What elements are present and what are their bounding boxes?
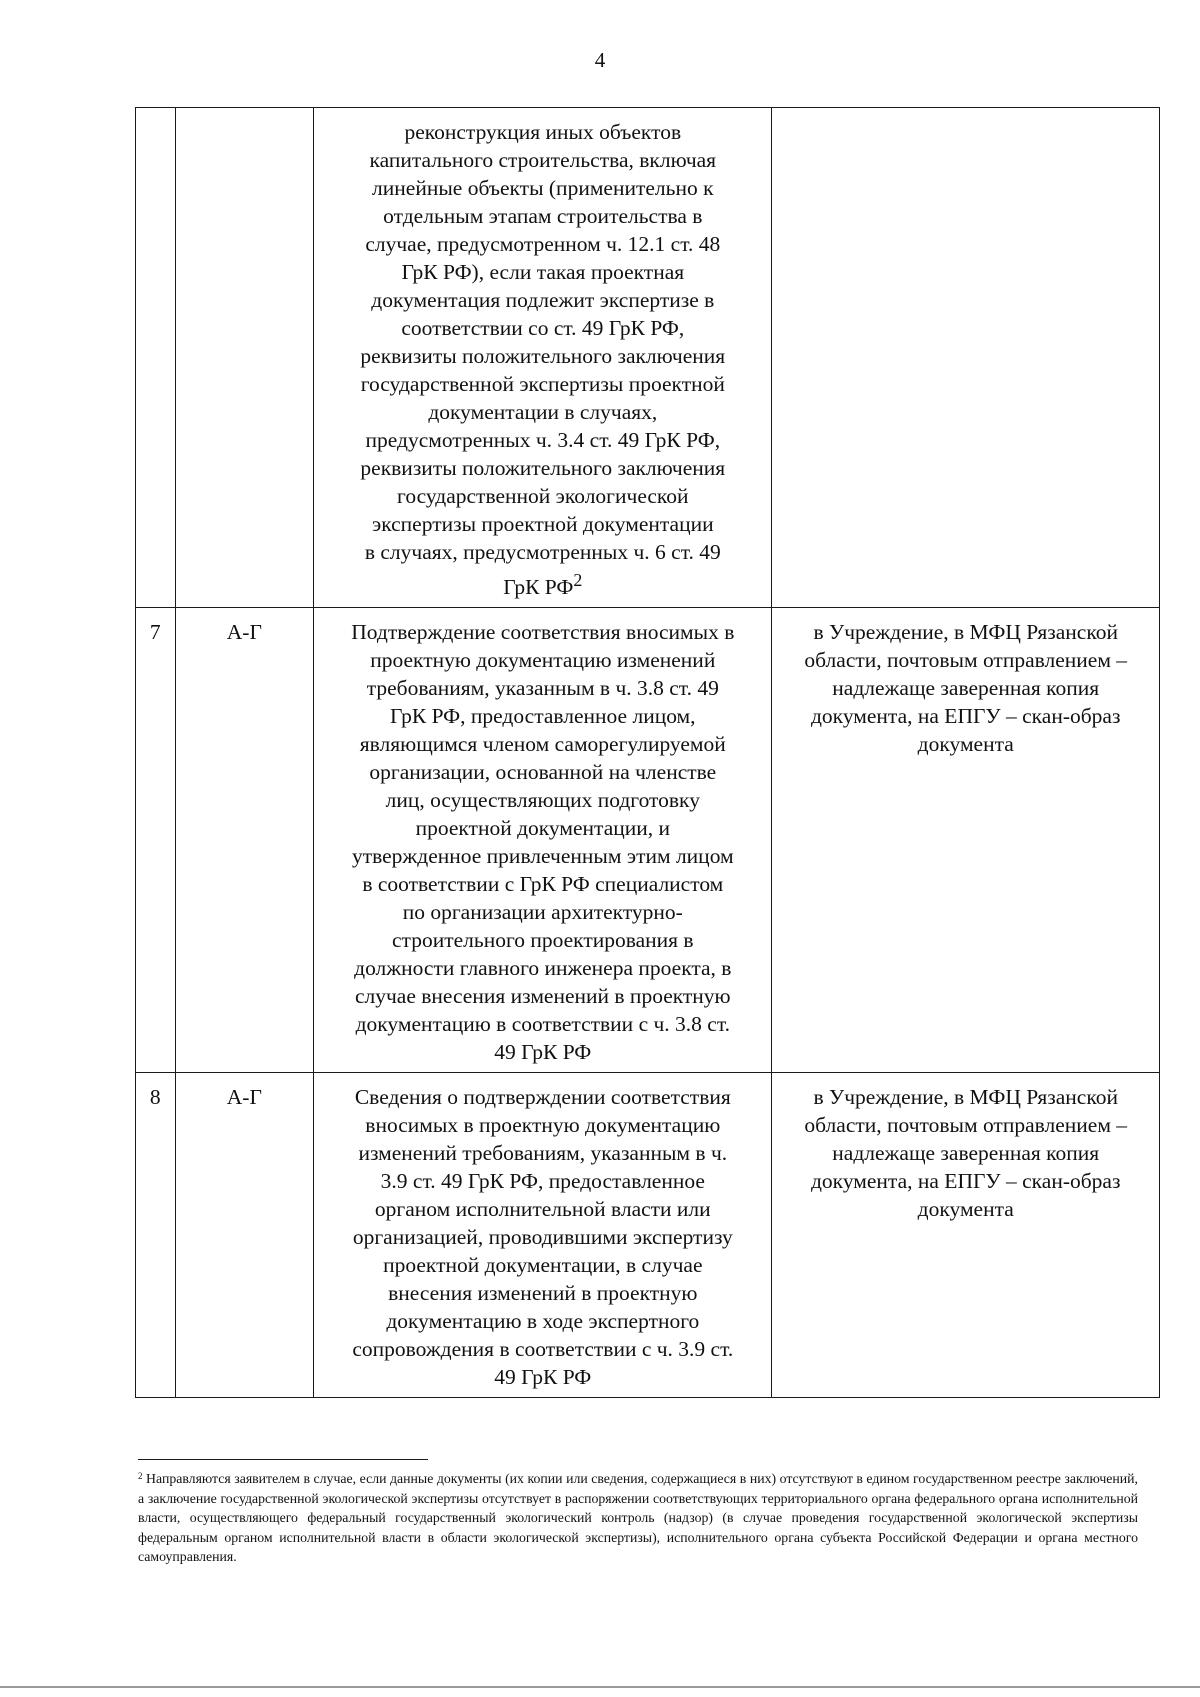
row-submission-cell: в Учреждение, в МФЦ Рязанской области, почтовым отправлением – надлежаще заверенная копия документа, на ЕПГУ – скан-образ документа [772, 608, 1160, 1073]
document-text: реконструкция иных объектов капитального строительства, включая линейные объекты (применительно к отдельным этапам строительства в случае, предусмотренном ч. 12.1 ст. 48 ГрК РФ), если такая проектная документация подлежит экспертизе в соответствии со ст. 49 ГрК РФ, реквизиты положительного заключения государственной экспертизы проектной документации в случаях, предусмотренных ч. 3.4 ст. 49 ГрК РФ, реквизиты положительного заключения государственной экологической экспертизы проектной документации в случаях, предусмотренных ч. 6 ст. 49 ГрК РФ [360, 120, 726, 600]
documents-table [135, 107, 1160, 1398]
table-row [136, 608, 1160, 1073]
page-number: 4 [594, 48, 606, 72]
footnote-ref: 2 [573, 570, 583, 590]
footnote-marker: 2 [138, 1471, 143, 1481]
row-category-cell: А-Г [175, 1073, 314, 1398]
table-row-continuation [136, 108, 1160, 608]
row-document-cell: Сведения о подтверждении соответствия вносимых в проектную документацию изменений требованиям, указанным в ч. 3.9 ст. 49 ГрК РФ, предоставленное органом исполнительной власти или организацией, проводившими экспертизу проектной документации, в случае внесения изменений в проектную документацию в ходе экспертного сопровождения в соответствии с ч. 3.9 ст. 49 ГрК РФ [314, 1073, 772, 1398]
table-row [136, 1073, 1160, 1398]
row-number-cell: 7 [136, 608, 176, 1073]
row-submission-cell: в Учреждение, в МФЦ Рязанской области, почтовым отправлением – надлежаще заверенная копия документа, на ЕПГУ – скан-образ документа [772, 1073, 1160, 1398]
row-number-cell [136, 108, 176, 608]
row-category-cell: А-Г [175, 608, 314, 1073]
footnote [138, 1469, 1138, 1567]
row-document-cell: Подтверждение соответствия вносимых в проектную документацию изменений требованиям, указанным в ч. 3.8 ст. 49 ГрК РФ, предоставленное лицом, являющимся членом саморегулируемой организации, основанной на членстве лиц, осуществляющих подготовку проектной документации, и утвержденное привлеченным этим лицом в соответствии с ГрК РФ специалистом по организации архитектурно- строительного проектирования в должности главного инженера проекта, в случае внесения изменений в проектную документацию в соответствии с ч. 3.8 ст. 49 ГрК РФ [314, 608, 772, 1073]
footnote-divider [138, 1459, 428, 1460]
row-number-cell: 8 [136, 1073, 176, 1398]
footnote-text: Направляются заявителем в случае, если данные документы (их копии или сведения, содержащиеся в них) отсутствуют в едином государственном реестре заключений, а заключение государственной экологической экспертизы отсутствует в распоряжении соответствующих территориального органа федерального органа исполнительной власти, осуществляющего федеральный государственный экологический контроль (надзор) (в случае проведения государственной экологической экспертизы федеральным органом исполнительной власти в области экологической экспертизы), исполнительного органа субъекта Российской Федерации и органа местного самоуправления. [138, 1471, 1138, 1564]
row-submission-cell [772, 108, 1160, 608]
row-category-cell [175, 108, 314, 608]
scan-edge-line [0, 1686, 1200, 1688]
row-document-cell [314, 108, 772, 608]
